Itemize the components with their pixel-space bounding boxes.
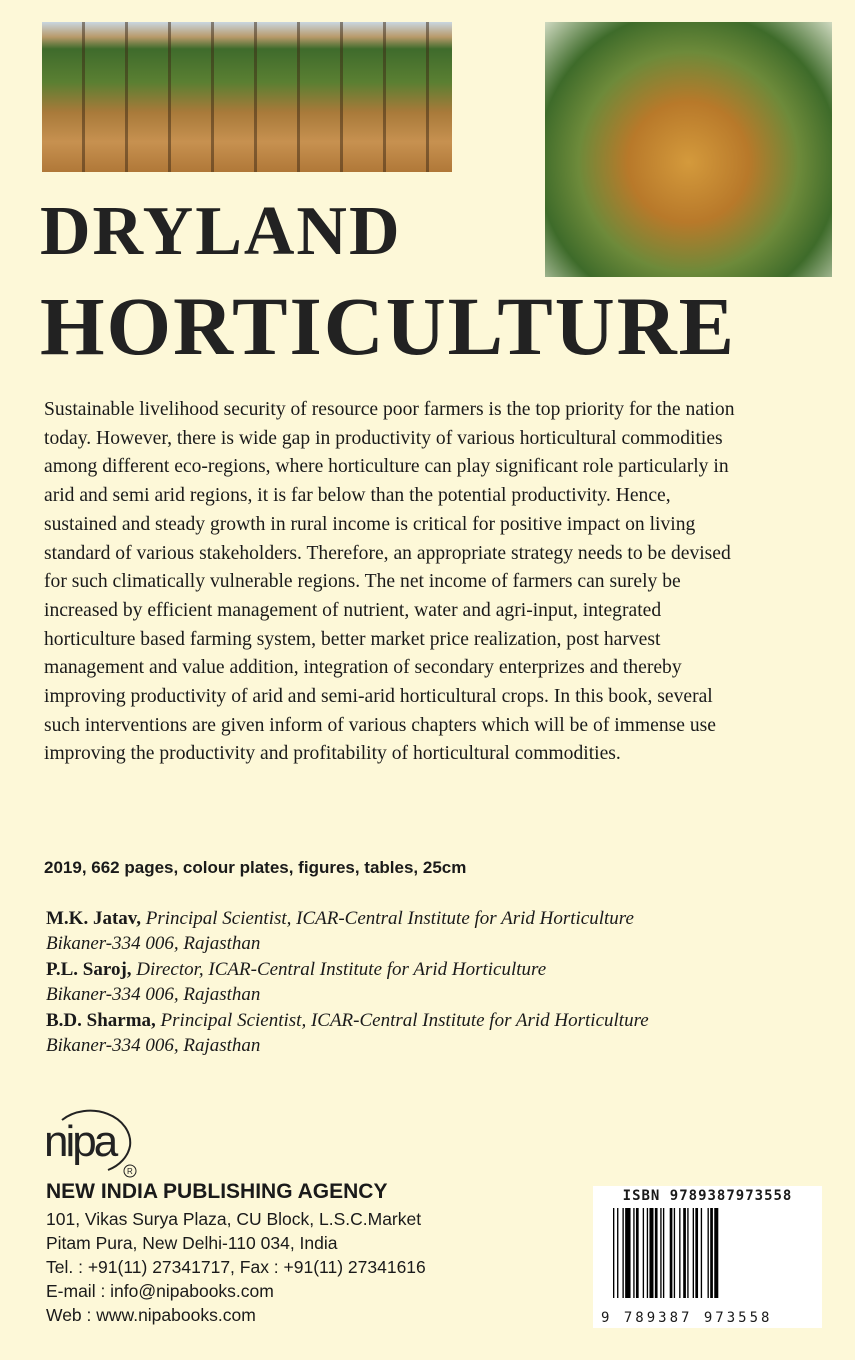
publisher-address-1: 101, Vikas Surya Plaza, CU Block, L.S.C.Market xyxy=(46,1209,422,1229)
barcode-digits: 9 789387 973558 xyxy=(601,1310,773,1326)
barcode-bar xyxy=(714,1208,718,1298)
barcode-bar xyxy=(710,1208,713,1298)
barcode-bar xyxy=(622,1208,623,1298)
title-line-1: DRYLAND xyxy=(40,193,402,270)
barcode-bar xyxy=(670,1208,673,1298)
nipa-logo xyxy=(42,1108,142,1178)
description-line: improving productivity of arid and semi-arid horticultural crops. In this book, several xyxy=(44,686,713,708)
barcode-bar xyxy=(660,1208,661,1298)
barcode-bar xyxy=(708,1208,709,1298)
barcode-bar xyxy=(663,1208,664,1298)
barcode-bar xyxy=(625,1208,630,1298)
description-line: for such climatically vulnerable regions. The net income of farmers can surely be xyxy=(44,571,681,593)
publisher-phone: Tel. : +91(11) 27341717, Fax : +91(11) 27341616 xyxy=(46,1257,426,1277)
description-line: increased by efficient management of nutrient, water and agri-input, integrated xyxy=(44,599,662,621)
barcode-bar xyxy=(655,1208,658,1298)
author-address: Bikaner-334 006, Rajasthan xyxy=(46,1034,261,1056)
author-address: Bikaner-334 006, Rajasthan xyxy=(46,932,261,954)
description-line: among different eco-regions, where horticulture can play significant role particularly in xyxy=(44,456,729,478)
barcode-bar xyxy=(649,1208,653,1298)
author-list xyxy=(46,907,649,1060)
publisher-name: NEW INDIA PUBLISHING AGENCY xyxy=(46,1180,388,1203)
barcode-bar xyxy=(693,1208,694,1298)
barcode-bar xyxy=(674,1208,675,1298)
description-line: arid and semi arid regions, it is far below than the potential productivity. Hence, xyxy=(44,485,671,507)
vineyard-photo xyxy=(42,22,452,172)
description-line: such interventions are given inform of various chapters which will be of immense use xyxy=(44,714,716,736)
barcode-bar xyxy=(633,1208,634,1298)
author-entry xyxy=(46,958,649,1007)
book-specs: 2019, 662 pages, colour plates, figures, tables, 25cm xyxy=(44,858,467,877)
date-palm-photo xyxy=(545,22,832,277)
title-line-2: HORTICULTURE xyxy=(40,280,737,372)
isbn-barcode xyxy=(593,1186,822,1328)
barcode-bar xyxy=(613,1208,614,1298)
description-line: management and value addition, integration of secondary enterprizes and thereby xyxy=(44,657,682,679)
author-name: B.D. Sharma, xyxy=(46,1010,156,1031)
barcode-bar xyxy=(687,1208,688,1298)
author-role: Principal Scientist, ICAR-Central Institute for Arid Horticulture xyxy=(160,1010,649,1031)
author-entry xyxy=(46,907,649,956)
author-entry xyxy=(46,1009,649,1058)
description-line: improving the productivity and profitability of horticultural commodities. xyxy=(44,743,621,765)
svg-text:nipa: nipa xyxy=(44,1117,116,1166)
barcode-bar xyxy=(617,1208,618,1298)
publisher-info xyxy=(46,1180,426,1327)
svg-text:R: R xyxy=(127,1167,133,1176)
description-line: sustained and steady growth in rural income is critical for positive impact on living xyxy=(44,513,696,535)
barcode-bar xyxy=(695,1208,698,1298)
isbn-label: ISBN 9789387973558 xyxy=(622,1188,793,1204)
description-line: Sustainable livelihood security of resource poor farmers is the top priority for the nation xyxy=(44,399,735,420)
description-line: horticulture based farming system, better market price realization, post harvest xyxy=(44,628,661,650)
publisher-email: E-mail : info@nipabooks.com xyxy=(46,1281,274,1301)
author-address: Bikaner-334 006, Rajasthan xyxy=(46,983,261,1005)
author-name: M.K. Jatav, xyxy=(46,908,141,929)
barcode-bars xyxy=(613,1208,803,1316)
publisher-web: Web : www.nipabooks.com xyxy=(46,1305,256,1325)
author-role: Principal Scientist, ICAR-Central Institute for Arid Horticulture xyxy=(145,908,634,929)
barcode-bar xyxy=(701,1208,702,1298)
barcode-bar xyxy=(643,1208,644,1298)
description-line: standard of various stakeholders. Therefore, an appropriate strategy needs to be devised xyxy=(44,542,731,564)
publisher-address-2: Pitam Pura, New Delhi-110 034, India xyxy=(46,1233,338,1253)
description-line: today. However, there is wide gap in productivity of various horticultural commodities xyxy=(44,427,723,449)
barcode-bar xyxy=(683,1208,686,1298)
barcode-bar xyxy=(636,1208,639,1298)
description xyxy=(44,396,735,769)
author-role: Director, ICAR-Central Institute for Arid Horticulture xyxy=(136,959,547,980)
author-name: P.L. Saroj, xyxy=(46,959,132,980)
barcode-bar xyxy=(647,1208,648,1298)
barcode-bar xyxy=(679,1208,680,1298)
